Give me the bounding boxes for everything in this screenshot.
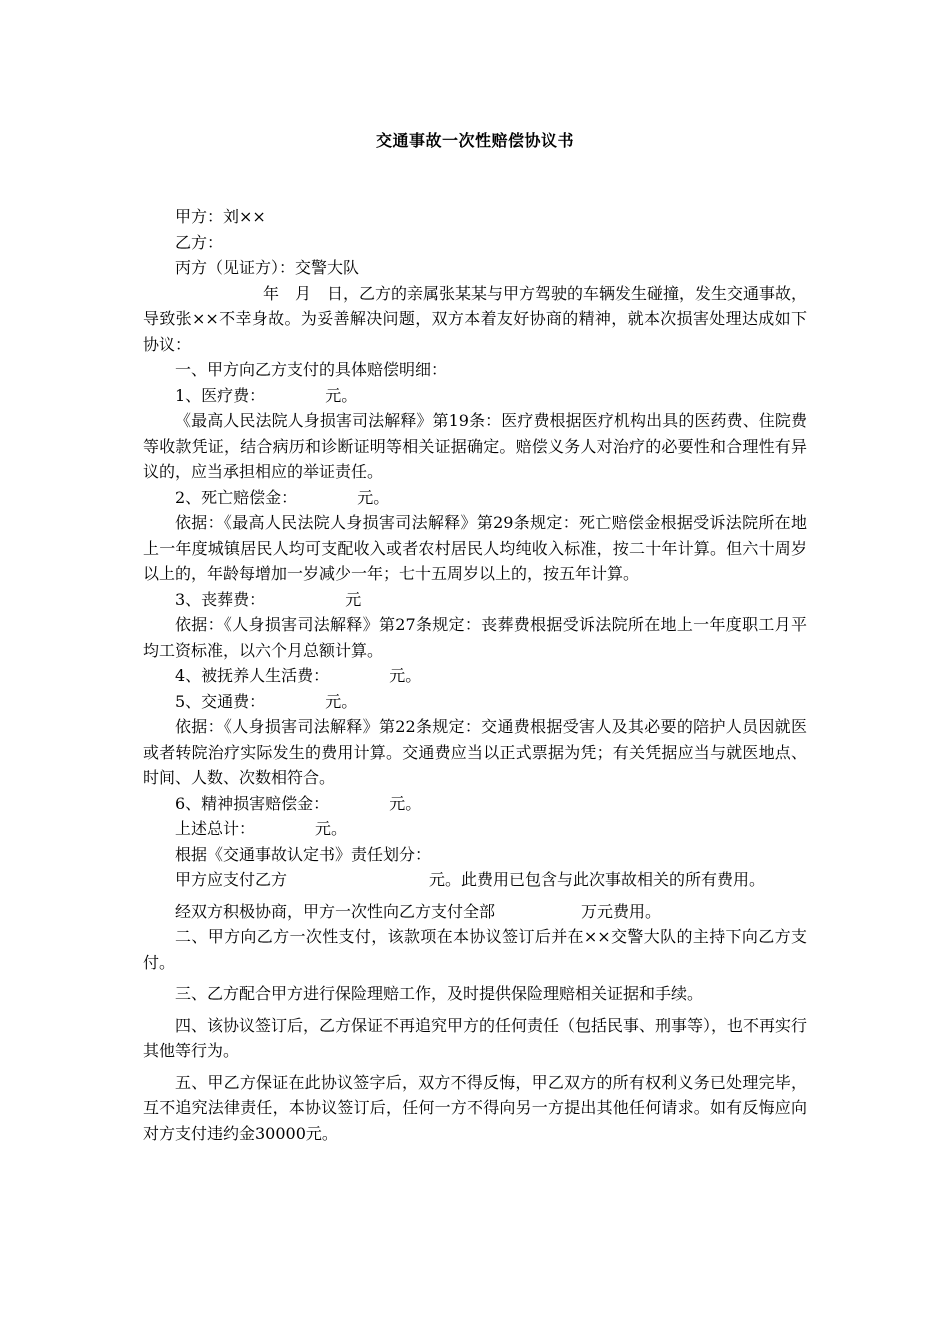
item-medical: [143, 383, 807, 409]
item-death-label: 2、死亡赔偿金：: [175, 487, 298, 507]
item-transport-label: 5、交通费：: [175, 691, 266, 711]
negotiation-post: 万元费用。: [581, 901, 662, 921]
item-death-basis: 依据：《最高人民法院人身损害司法解释》第29条规定：死亡赔偿金根据受诉法院所在地上一年度城镇居民人均可支配收入或者农村居民人均纯收入标准，按二十年计算。但六十周岁以上的，年龄每增加一岁减少一年；七十五周岁以上的，按五年计算。: [143, 513, 807, 583]
item-mental-unit: 元。: [389, 793, 422, 813]
item-dependent-label: 4、被抚养人生活费：: [175, 666, 330, 685]
item-mental-damage: [143, 791, 807, 817]
item-mental-label: 6、精神损害赔偿金：: [175, 793, 330, 813]
item-medical-unit: 元。: [325, 385, 358, 405]
item-dependent-living: [143, 663, 807, 689]
payment-paragraph: [143, 867, 807, 893]
total-label: 上述总计：: [175, 819, 256, 838]
total-unit: 元。: [315, 819, 348, 838]
liability-line: 根据《交通事故认定书》责任划分：: [175, 844, 432, 864]
clause-2: 二、甲方向乙方一次性支付，该款项在本协议签订后并在××交警大队的主持下向乙方支付。: [143, 927, 807, 972]
item-transport-basis: 依据：《人身损害司法解释》第22条规定：交通费根据受害人及其必要的陪护人员因就医或者转院治疗实际发生的费用计算。交通费应当以正式票据为凭；有关凭据应当与就医地点、时间、人数、次数相符合。: [143, 717, 807, 787]
item-death-compensation: [143, 485, 807, 511]
item-transport: [143, 689, 807, 715]
item-transport-unit: 元。: [325, 691, 358, 711]
document-body: [143, 204, 807, 1146]
item-medical-basis: 《最高人民法院人身损害司法解释》第19条：医疗费根据医疗机构出具的医药费、住院费等收款凭证，结合病历和诊断证明等相关证据确定。赔偿义务人对治疗的必要性和合理性有异议的，应当承担相应的举证责任。: [143, 411, 807, 481]
payment-pre: 甲方应支付乙方: [175, 870, 288, 889]
payment-post: 元。此费用已包含与此次事故相关的所有费用。: [429, 870, 766, 889]
negotiation-pre: 经双方积极协商，甲方一次性向乙方支付全部: [175, 901, 496, 921]
item-medical-label: 1、医疗费：: [175, 385, 266, 405]
party-a: 甲方：刘××: [175, 207, 266, 226]
intro-paragraph: 年 月 日，乙方的亲属张某某与甲方驾驶的车辆发生碰撞，发生交通事故，导致张××不幸身故。为妥善解决问题，双方本着友好协商的精神，就本次损害处理达成如下协议：: [143, 283, 808, 354]
clause-3: 三、乙方配合甲方进行保险理赔工作，及时提供保险理赔相关证据和手续。: [175, 984, 704, 1003]
item-dependent-unit: 元。: [389, 666, 422, 685]
clause-4: 四、该协议签订后，乙方保证不再追究甲方的任何责任（包括民事、刑事等），也不再实行其他等行为。: [143, 1015, 808, 1060]
item-funeral-basis: 依据：《人身损害司法解释》第27条规定：丧葬费根据受诉法院所在地上一年度职工月平均工资标准，以六个月总额计算。: [143, 615, 807, 660]
party-c: 丙方（见证方）：交警大队: [175, 258, 360, 277]
total-line: [143, 816, 807, 842]
document-title: 交通事故一次性赔偿协议书: [375, 131, 574, 150]
negotiation-paragraph: [143, 899, 807, 925]
item-death-unit: 元。: [357, 487, 390, 507]
party-b: 乙方：: [175, 232, 224, 252]
clause-5: 五、甲乙方保证在此协议签字后，双方不得反悔，甲乙双方的所有权利义务已处理完毕，互不追究法律责任，本协议签订后，任何一方不得向另一方提出其他任何请求。如有反悔应向对方支付违约金30000元。: [143, 1072, 807, 1143]
item-funeral: [143, 587, 807, 613]
item-funeral-label: 3、丧葬费：: [175, 589, 266, 609]
item-funeral-unit: 元: [345, 589, 362, 609]
section1-heading: 一、甲方向乙方支付的具体赔偿明细：: [175, 360, 448, 379]
